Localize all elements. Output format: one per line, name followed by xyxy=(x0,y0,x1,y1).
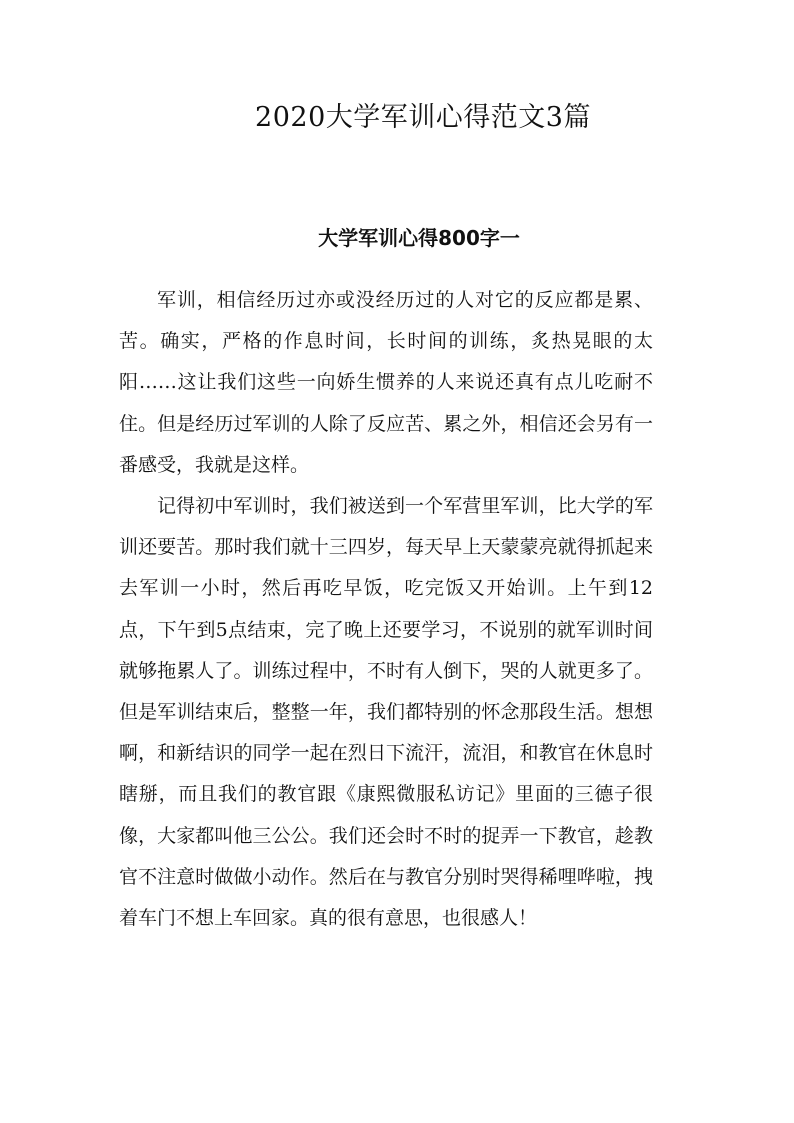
paragraph-1: 军训，相信经历过亦或没经历过的人对它的反应都是累、苦。确实，严格的作息时间，长时间的训练，炙热晃眼的太阳……这让我们这些一向娇生惯养的人来说还真有点儿吃耐不住。但是经历过军训的人除了反应苦、累之外，相信还会另有一番感受，我就是这样。 xyxy=(119,289,653,476)
document-title: 2020大学军训心得范文3篇 xyxy=(255,102,591,133)
paragraph-2: 记得初中军训时，我们被送到一个军营里军训，比大学的军训还要苦。那时我们就十三四岁，每天早上天蒙蒙亮就得抓起来去军训一小时，然后再吃早饭，吃完饭又开始训。上午到12点，下午到5点结束，完了晚上还要学习，不说别的就军训时间就够拖累人了。训练过程中，不时有人倒下，哭的人就更多了。但是军训结束后，整整一年，我们都特别的怀念那段生活。想想啊，和新结识的同学一起在烈日下流汗，流泪，和教官在休息时瞎掰，而且我们的教官跟《康熙微服私访记》里面的三德子很像，大家都叫他三公公。我们还会时不时的捉弄一下教官，趁教官不注意时做做小动作。然后在与教官分别时哭得稀哩哗啦，拽着车门不想上车回家。真的很有意思，也很感人！ xyxy=(119,495,653,930)
section-heading: 大学军训心得800字一 xyxy=(318,226,520,250)
document-body xyxy=(119,280,653,939)
